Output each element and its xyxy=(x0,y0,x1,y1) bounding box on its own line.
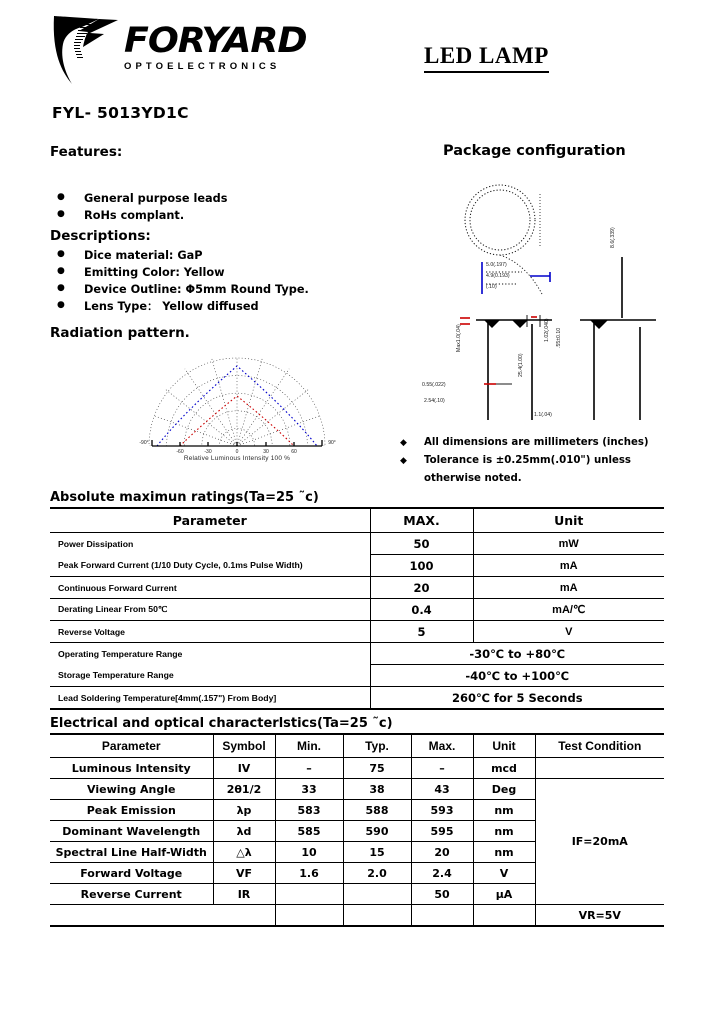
svg-text:0: 0 xyxy=(235,449,239,455)
list-item: ● General purpose leads xyxy=(57,190,227,207)
package-drawing xyxy=(400,172,690,422)
cell-parameter: Power Dissipation xyxy=(50,533,370,555)
table-row xyxy=(50,779,664,800)
table-header-row xyxy=(50,734,664,758)
column-header-symbol: Symbol xyxy=(213,734,275,758)
electrical-characteristics-table xyxy=(50,733,664,927)
svg-text:2.54(.10): 2.54(.10) xyxy=(424,398,445,404)
column-header-parameter: Parameter xyxy=(50,508,370,533)
table-row xyxy=(50,599,664,621)
cell-symbol: IR xyxy=(213,884,275,905)
svg-text:.55±0.10: .55±0.10 xyxy=(556,327,562,348)
list-item: ● Lens Type： Yellow diffused xyxy=(57,298,309,315)
svg-text:-90°: -90° xyxy=(139,440,149,446)
table-row xyxy=(50,577,664,599)
cell-max: 20 xyxy=(370,577,473,599)
cell-min: 1.6 xyxy=(275,863,343,884)
cell-span-value: 260℃ for 5 Seconds xyxy=(370,687,664,710)
cell-parameter: Storage Temperature Range xyxy=(50,665,370,687)
company-tagline: OPTOELECTRONICS xyxy=(124,61,281,72)
cell-max: 50 xyxy=(411,884,473,905)
cell-min: 583 xyxy=(275,800,343,821)
cell-parameter: Continuous Forward Current xyxy=(50,577,370,599)
cell-typ: 590 xyxy=(343,821,411,842)
drawing-notes xyxy=(398,434,688,488)
list-item: ● RoHs complant. xyxy=(57,207,227,224)
svg-text:60: 60 xyxy=(291,449,297,455)
cell-parameter: Forward Voltage xyxy=(50,863,213,884)
package-drawing-svg xyxy=(400,172,690,422)
cell-parameter: Reverse Current xyxy=(50,884,213,905)
cell-max: 50 xyxy=(370,533,473,555)
cell-typ: 75 xyxy=(343,758,411,779)
cell-unit: mA xyxy=(473,555,664,577)
svg-text:4.9(0.193): 4.9(0.193) xyxy=(486,273,510,279)
cell-parameter: Peak Emission xyxy=(50,800,213,821)
cell-unit: nm xyxy=(473,842,535,863)
cell-max: 100 xyxy=(370,555,473,577)
descriptions-list xyxy=(57,247,309,315)
svg-text:-30: -30 xyxy=(204,449,212,455)
table-row xyxy=(50,643,664,665)
cell-span-value: -40℃ to +100℃ xyxy=(370,665,664,687)
cell-symbol: λp xyxy=(213,800,275,821)
cell-parameter: Derating Linear From 50℃ xyxy=(50,599,370,621)
cell-typ xyxy=(343,884,411,905)
cell-min xyxy=(275,884,343,905)
cell-min: – xyxy=(275,758,343,779)
cell-unit: mA/℃ xyxy=(473,599,664,621)
electrical-characteristics-caption: Electrical and optical characterlstics(Ta=25 ˜c) xyxy=(50,716,393,731)
cell-symbol: λd xyxy=(213,821,275,842)
list-item: ◆ All dimensions are millimeters (inches) xyxy=(398,434,688,452)
package-configuration-heading: Package configuration xyxy=(443,143,626,159)
cell-symbol: IV xyxy=(213,758,275,779)
cell-unit: V xyxy=(473,863,535,884)
cell-parameter: Dominant Wavelength xyxy=(50,821,213,842)
svg-text:Max1.0(.04): Max1.0(.04) xyxy=(456,324,462,352)
table-row xyxy=(50,665,664,687)
absolute-maximum-ratings-section xyxy=(50,490,664,710)
cell-max: 2.4 xyxy=(411,863,473,884)
logo-text-block xyxy=(124,21,307,72)
cell-parameter: Reverse Voltage xyxy=(50,621,370,643)
company-name: FORYARD xyxy=(124,21,307,61)
descriptions-heading: Descriptions: xyxy=(50,228,151,244)
table-row xyxy=(50,905,664,927)
cell-unit: Deg xyxy=(473,779,535,800)
column-header-max: Max. xyxy=(411,734,473,758)
svg-text:1.1(.04): 1.1(.04) xyxy=(534,412,552,418)
cell-max: 43 xyxy=(411,779,473,800)
cell-unit: mA xyxy=(473,577,664,599)
column-header-min: Min. xyxy=(275,734,343,758)
list-item: ● Dice material: GaP xyxy=(57,247,309,264)
cell-unit: nm xyxy=(473,821,535,842)
svg-text:-60: -60 xyxy=(176,449,184,455)
svg-text:5.0(.197): 5.0(.197) xyxy=(486,262,507,268)
column-header-unit: Unit xyxy=(473,734,535,758)
cell-unit: nm xyxy=(473,800,535,821)
electrical-characteristics-section xyxy=(50,716,664,927)
cell-typ: 2.0 xyxy=(343,863,411,884)
page-header xyxy=(0,0,720,100)
list-item: ◆ Tolerance is ±0.25mm(.010") unless xyxy=(398,452,688,470)
cell-parameter: Operating Temperature Range xyxy=(50,643,370,665)
features-heading: Features: xyxy=(50,144,123,160)
cell-symbol: △λ xyxy=(213,842,275,863)
cell-min: 585 xyxy=(275,821,343,842)
cell-max: 0.4 xyxy=(370,599,473,621)
column-header-typ: Typ. xyxy=(343,734,411,758)
cell-min: 10 xyxy=(275,842,343,863)
cell-max: 20 xyxy=(411,842,473,863)
cell-test-condition-last: VR=5V xyxy=(535,905,664,927)
cell-typ: 588 xyxy=(343,800,411,821)
radiation-pattern-heading: Radiation pattern. xyxy=(50,325,190,341)
cell-symbol: 2θ1/2 xyxy=(213,779,275,800)
list-item: ● Emitting Color: Yellow xyxy=(57,264,309,281)
note-continuation: otherwise noted. xyxy=(424,473,522,484)
foryard-logo-icon xyxy=(52,14,120,86)
radiation-pattern-caption: Relative Luminous Intensity 100 % xyxy=(183,455,291,462)
cell-parameter: Lead Soldering Temperature[4mm(.157") From Body] xyxy=(50,687,370,710)
table-header-row xyxy=(50,508,664,533)
cell-typ: 15 xyxy=(343,842,411,863)
svg-text:(.10): (.10) xyxy=(486,284,497,290)
polar-plot-svg xyxy=(122,352,352,457)
company-logo xyxy=(52,14,307,84)
table-row xyxy=(50,555,664,577)
cell-max: – xyxy=(411,758,473,779)
svg-text:25.4(1.00): 25.4(1.00) xyxy=(518,353,524,377)
table-row xyxy=(50,621,664,643)
cell-test-condition xyxy=(535,758,664,779)
cell-max: 593 xyxy=(411,800,473,821)
absolute-maximum-ratings-caption: Absolute maximun ratings(Ta=25 ˜c) xyxy=(50,490,319,505)
cell-unit: mcd xyxy=(473,758,535,779)
absolute-maximum-ratings-table xyxy=(50,507,664,710)
part-number: FYL- 5013YD1C xyxy=(52,104,189,122)
cell-symbol: VF xyxy=(213,863,275,884)
table-row xyxy=(50,687,664,710)
cell-max: 595 xyxy=(411,821,473,842)
cell-span-value: -30℃ to +80℃ xyxy=(370,643,664,665)
column-header-unit: Unit xyxy=(473,508,664,533)
cell-parameter: Viewing Angle xyxy=(50,779,213,800)
cell-unit: mW xyxy=(473,533,664,555)
cell-max: 5 xyxy=(370,621,473,643)
cell-parameter: Luminous Intensity xyxy=(50,758,213,779)
cell-test-condition-main: IF=20mA xyxy=(535,779,664,905)
radiation-pattern-chart xyxy=(122,352,352,472)
svg-text:1.02(.040): 1.02(.040) xyxy=(544,318,550,342)
column-header-test-condition: Test Condition xyxy=(535,734,664,758)
svg-text:0.55(.022): 0.55(.022) xyxy=(422,382,446,388)
cell-parameter: Spectral Line Half-Width xyxy=(50,842,213,863)
svg-text:8.6(.339): 8.6(.339) xyxy=(610,227,616,248)
column-header-max: MAX. xyxy=(370,508,473,533)
table-row xyxy=(50,758,664,779)
table-row xyxy=(50,533,664,555)
column-header-parameter: Parameter xyxy=(50,734,213,758)
cell-typ: 38 xyxy=(343,779,411,800)
cell-parameter: Peak Forward Current (1/10 Duty Cycle, 0.1ms Pulse Width) xyxy=(50,555,370,577)
document-title: LED LAMP xyxy=(424,43,549,73)
cell-min: 33 xyxy=(275,779,343,800)
svg-text:30: 30 xyxy=(263,449,269,455)
features-list xyxy=(57,190,227,224)
svg-text:90°: 90° xyxy=(328,440,336,446)
list-item: ● Device Outline: Φ5mm Round Type. xyxy=(57,281,309,298)
cell-unit: μA xyxy=(473,884,535,905)
cell-unit: V xyxy=(473,621,664,643)
